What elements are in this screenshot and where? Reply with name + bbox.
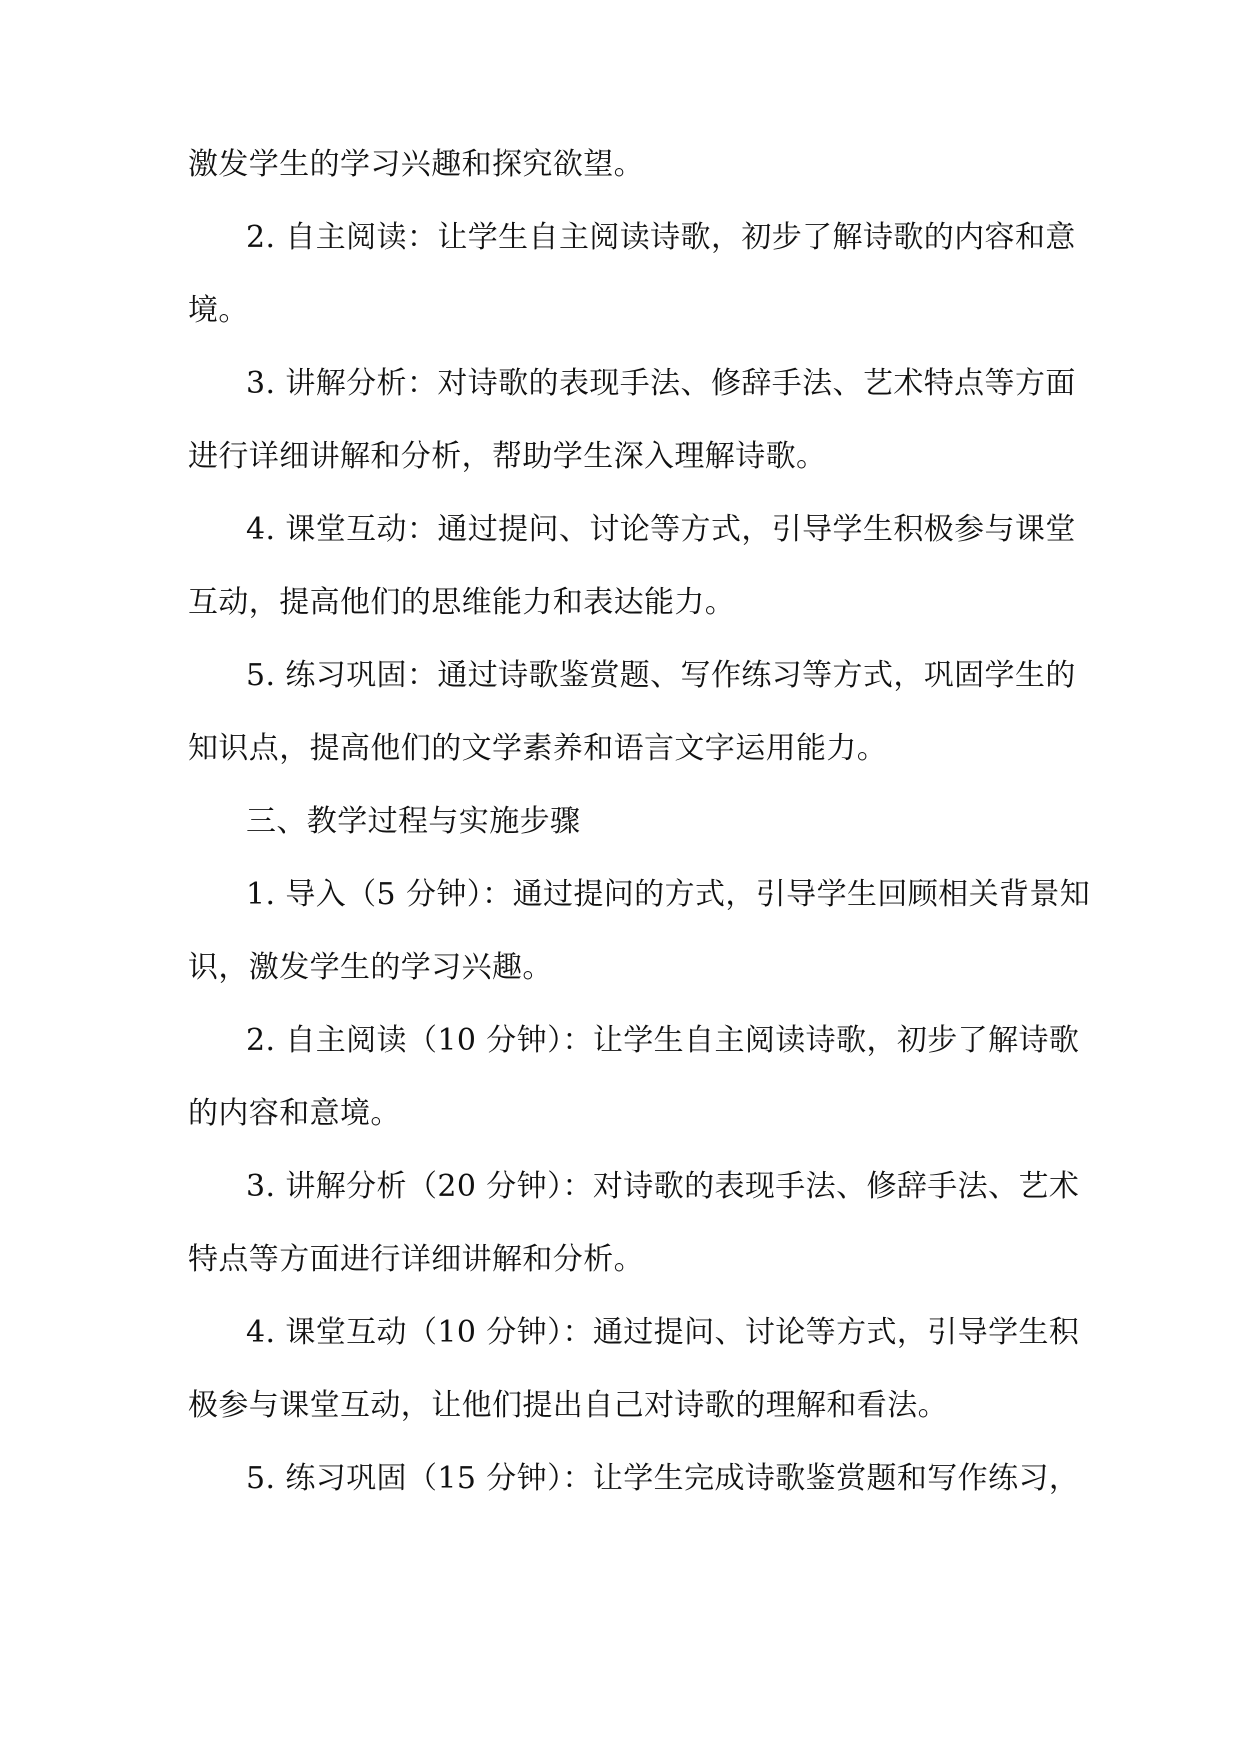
text-line: 5. 练习巩固（15 分钟）：让学生完成诗歌鉴赏题和写作练习， (246, 1461, 1080, 1496)
text-line: 极参与课堂互动，让他们提出自己对诗歌的理解和看法。 (188, 1388, 948, 1423)
text-line: 3. 讲解分析（20 分钟）：对诗歌的表现手法、修辞手法、艺术 (246, 1169, 1080, 1204)
text-line: 1. 导入（5 分钟）：通过提问的方式，引导学生回顾相关背景知 (246, 877, 1091, 912)
section-heading: 三、教学过程与实施步骤 (246, 804, 581, 839)
text-line: 4. 课堂互动（10 分钟）：通过提问、讨论等方式，引导学生积 (246, 1315, 1080, 1350)
text-line: 识，激发学生的学习兴趣。 (188, 950, 553, 985)
text-line: 进行详细讲解和分析，帮助学生深入理解诗歌。 (188, 439, 827, 474)
text-line: 互动，提高他们的思维能力和表达能力。 (188, 585, 736, 620)
text-line: 的内容和意境。 (188, 1096, 401, 1131)
text-line: 2. 自主阅读（10 分钟）：让学生自主阅读诗歌，初步了解诗歌 (246, 1023, 1080, 1058)
text-line: 4. 课堂互动：通过提问、讨论等方式，引导学生积极参与课堂 (246, 512, 1076, 547)
text-line: 3. 讲解分析：对诗歌的表现手法、修辞手法、艺术特点等方面 (246, 366, 1076, 401)
text-line: 知识点，提高他们的文学素养和语言文字运用能力。 (188, 731, 888, 766)
text-line: 激发学生的学习兴趣和探究欲望。 (188, 147, 644, 182)
text-line: 境。 (188, 293, 249, 328)
text-line: 2. 自主阅读：让学生自主阅读诗歌，初步了解诗歌的内容和意 (246, 220, 1076, 255)
text-line: 5. 练习巩固：通过诗歌鉴赏题、写作练习等方式，巩固学生的 (246, 658, 1076, 693)
text-line: 特点等方面进行详细讲解和分析。 (188, 1242, 644, 1277)
